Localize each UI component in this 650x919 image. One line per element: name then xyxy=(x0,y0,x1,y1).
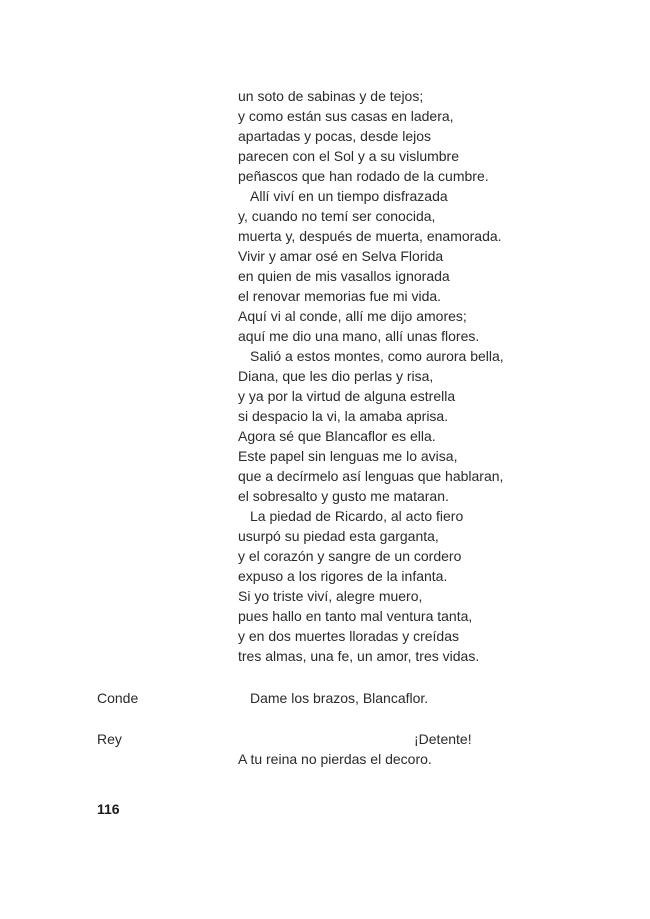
page-number: 116 xyxy=(97,801,120,817)
verse-block xyxy=(238,86,538,666)
verse-line: y como están sus casas en ladera, xyxy=(238,108,454,124)
verse-line: peñascos que han rodado de la cumbre. xyxy=(238,168,489,184)
verse-line: Este papel sin lenguas me lo avisa, xyxy=(238,448,458,464)
verse-line: Vivir y amar osé en Selva Florida xyxy=(238,248,444,264)
verse-line: el sobresalto y gusto me mataran. xyxy=(238,488,449,504)
verse-line: tres almas, una fe, un amor, tres vidas. xyxy=(238,648,480,664)
verse-line: Si yo triste viví, alegre muero, xyxy=(238,588,423,604)
verse-line: y, cuando no temí ser conocida, xyxy=(238,208,436,224)
verse-line: Agora sé que Blancaflor es ella. xyxy=(238,428,436,444)
verse-line: expuso a los rigores de la infanta. xyxy=(238,568,448,584)
verse-line: apartadas y pocas, desde lejos xyxy=(238,128,432,144)
verse-line: en quien de mis vasallos ignorada xyxy=(238,268,450,284)
verse-line: un soto de sabinas y de tejos; xyxy=(238,88,424,104)
speaker-name-conde: Conde xyxy=(97,690,139,706)
verse-line: y en dos muertes lloradas y creídas xyxy=(238,628,459,644)
verse-line: Allí viví en un tiempo disfrazada xyxy=(250,188,448,204)
verse-line: pues hallo en tanto mal ventura tanta, xyxy=(238,608,473,624)
verse-line: muerta y, después de muerta, enamorada. xyxy=(238,228,502,244)
verse-line: el renovar memorias fue mi vida. xyxy=(238,288,442,304)
verse-line: parecen con el Sol y a su vislumbre xyxy=(238,148,459,164)
rey-line-1: ¡Detente! xyxy=(414,731,472,747)
verse-line: Diana, que les dio perlas y risa, xyxy=(238,368,434,384)
verse-line: aquí me dio una mano, allí unas flores. xyxy=(238,328,480,344)
verse-line: y el corazón y sangre de un cordero xyxy=(238,548,462,564)
verse-line: que a decírmelo así lenguas que hablaran, xyxy=(238,468,504,484)
verse-line: y ya por la virtud de alguna estrella xyxy=(238,388,456,404)
rey-line-2: A tu reina no pierdas el decoro. xyxy=(238,751,432,767)
verse-line: si despacio la vi, la amaba aprisa. xyxy=(238,408,449,424)
verse-line: usurpó su piedad esta garganta, xyxy=(238,528,439,544)
speaker-name-rey: Rey xyxy=(97,731,122,747)
verse-line: La piedad de Ricardo, al acto fiero xyxy=(250,508,464,524)
verse-line: Aquí vi al conde, allí me dijo amores; xyxy=(238,308,467,324)
verse-line: Salió a estos montes, como aurora bella, xyxy=(250,348,504,364)
conde-line: Dame los brazos, Blancaflor. xyxy=(250,690,429,706)
